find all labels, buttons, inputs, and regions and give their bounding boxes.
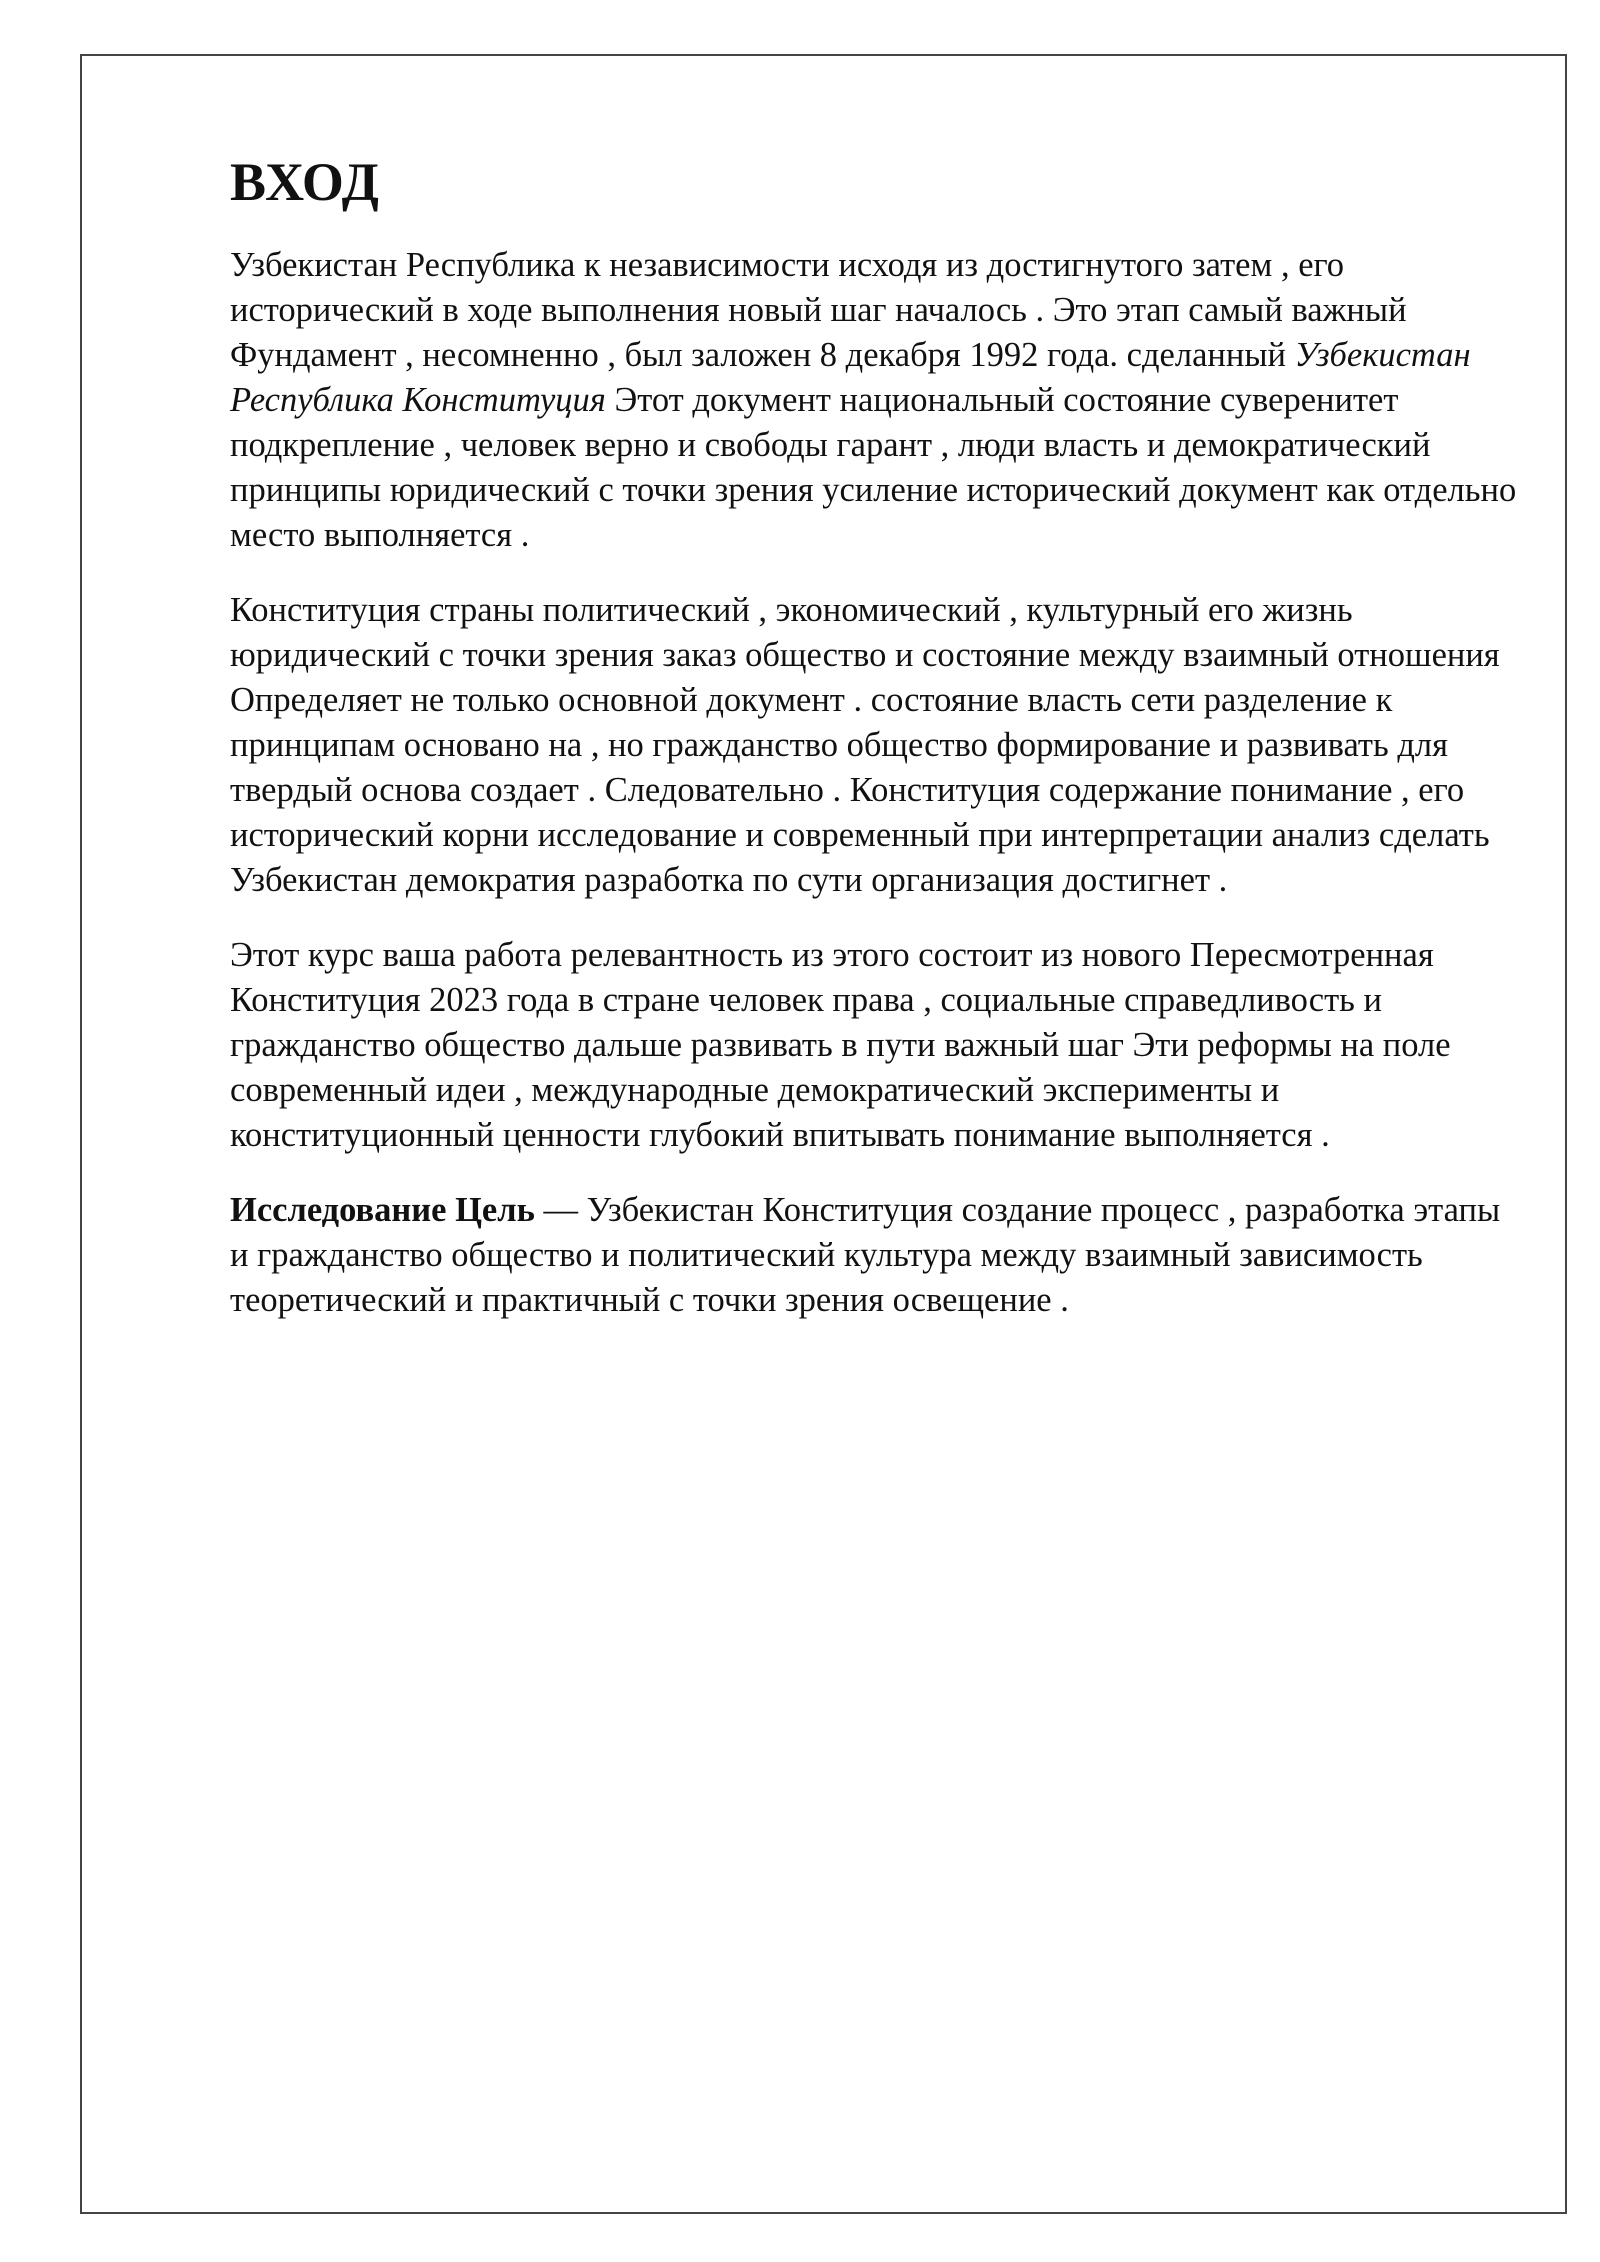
paragraph-intro-text-2: Этот документ национальный состояние суверенитет подкрепление , человек верно и свободы гарант , люди власть и демократический принципы юридический с точки зрения усиление исторический документ как отдельно место выполняется . <box>230 380 1517 554</box>
document-title: ВХОД <box>230 152 380 212</box>
research-goal-label: Исследование Цель <box>230 1190 535 1229</box>
paragraph-constitution-role: Конституция страны политический , экономический , культурный его жизнь юридический с точки зрения заказ общество и состояние между взаимный отношения Определяет не только основной документ . состояние власть сети разделение к принципам основано на , но гражданство общество формирование и развивать для твердый основа создает . Следовательно . Конституция содержание понимание , его исторический корни исследование и современный при интерпретации анализ сделать Узбекистан демократия разработка по сути организация достигнет . <box>230 590 1500 899</box>
paragraph-intro <box>230 243 1520 558</box>
paragraph-relevance: Этот курс ваша работа релевантность из этого состоит из нового Пересмотренная Конституция 2023 года в стране человек права , социальные справедливость и гражданство общество дальше развивать в пути важный шаг Эти реформы на поле современный идеи , международные демократический эксперименты и конституционный ценности глубокий впитывать понимание выполняется . <box>230 935 1451 1154</box>
constitution-title-italic: Узбекистан Республика Конституция <box>230 335 1471 419</box>
paragraph-intro-text-1: Узбекистан Республика к независимости исходя из достигнутого затем , его исторический в ходе выполнения новый шаг началось . Это этап самый важный Фундамент , несомненно , был заложен 8 декабря 1992 года. сделанный <box>230 245 1407 374</box>
research-goal-text: — Узбекистан Конституция создание процесс , разработка этапы и гражданство общество и политический культура между взаимный зависимость теоретический и практичный с точки зрения освещение . <box>230 1190 1501 1319</box>
document-content <box>230 150 1520 1353</box>
paragraph-research-goal <box>230 1188 1520 1323</box>
